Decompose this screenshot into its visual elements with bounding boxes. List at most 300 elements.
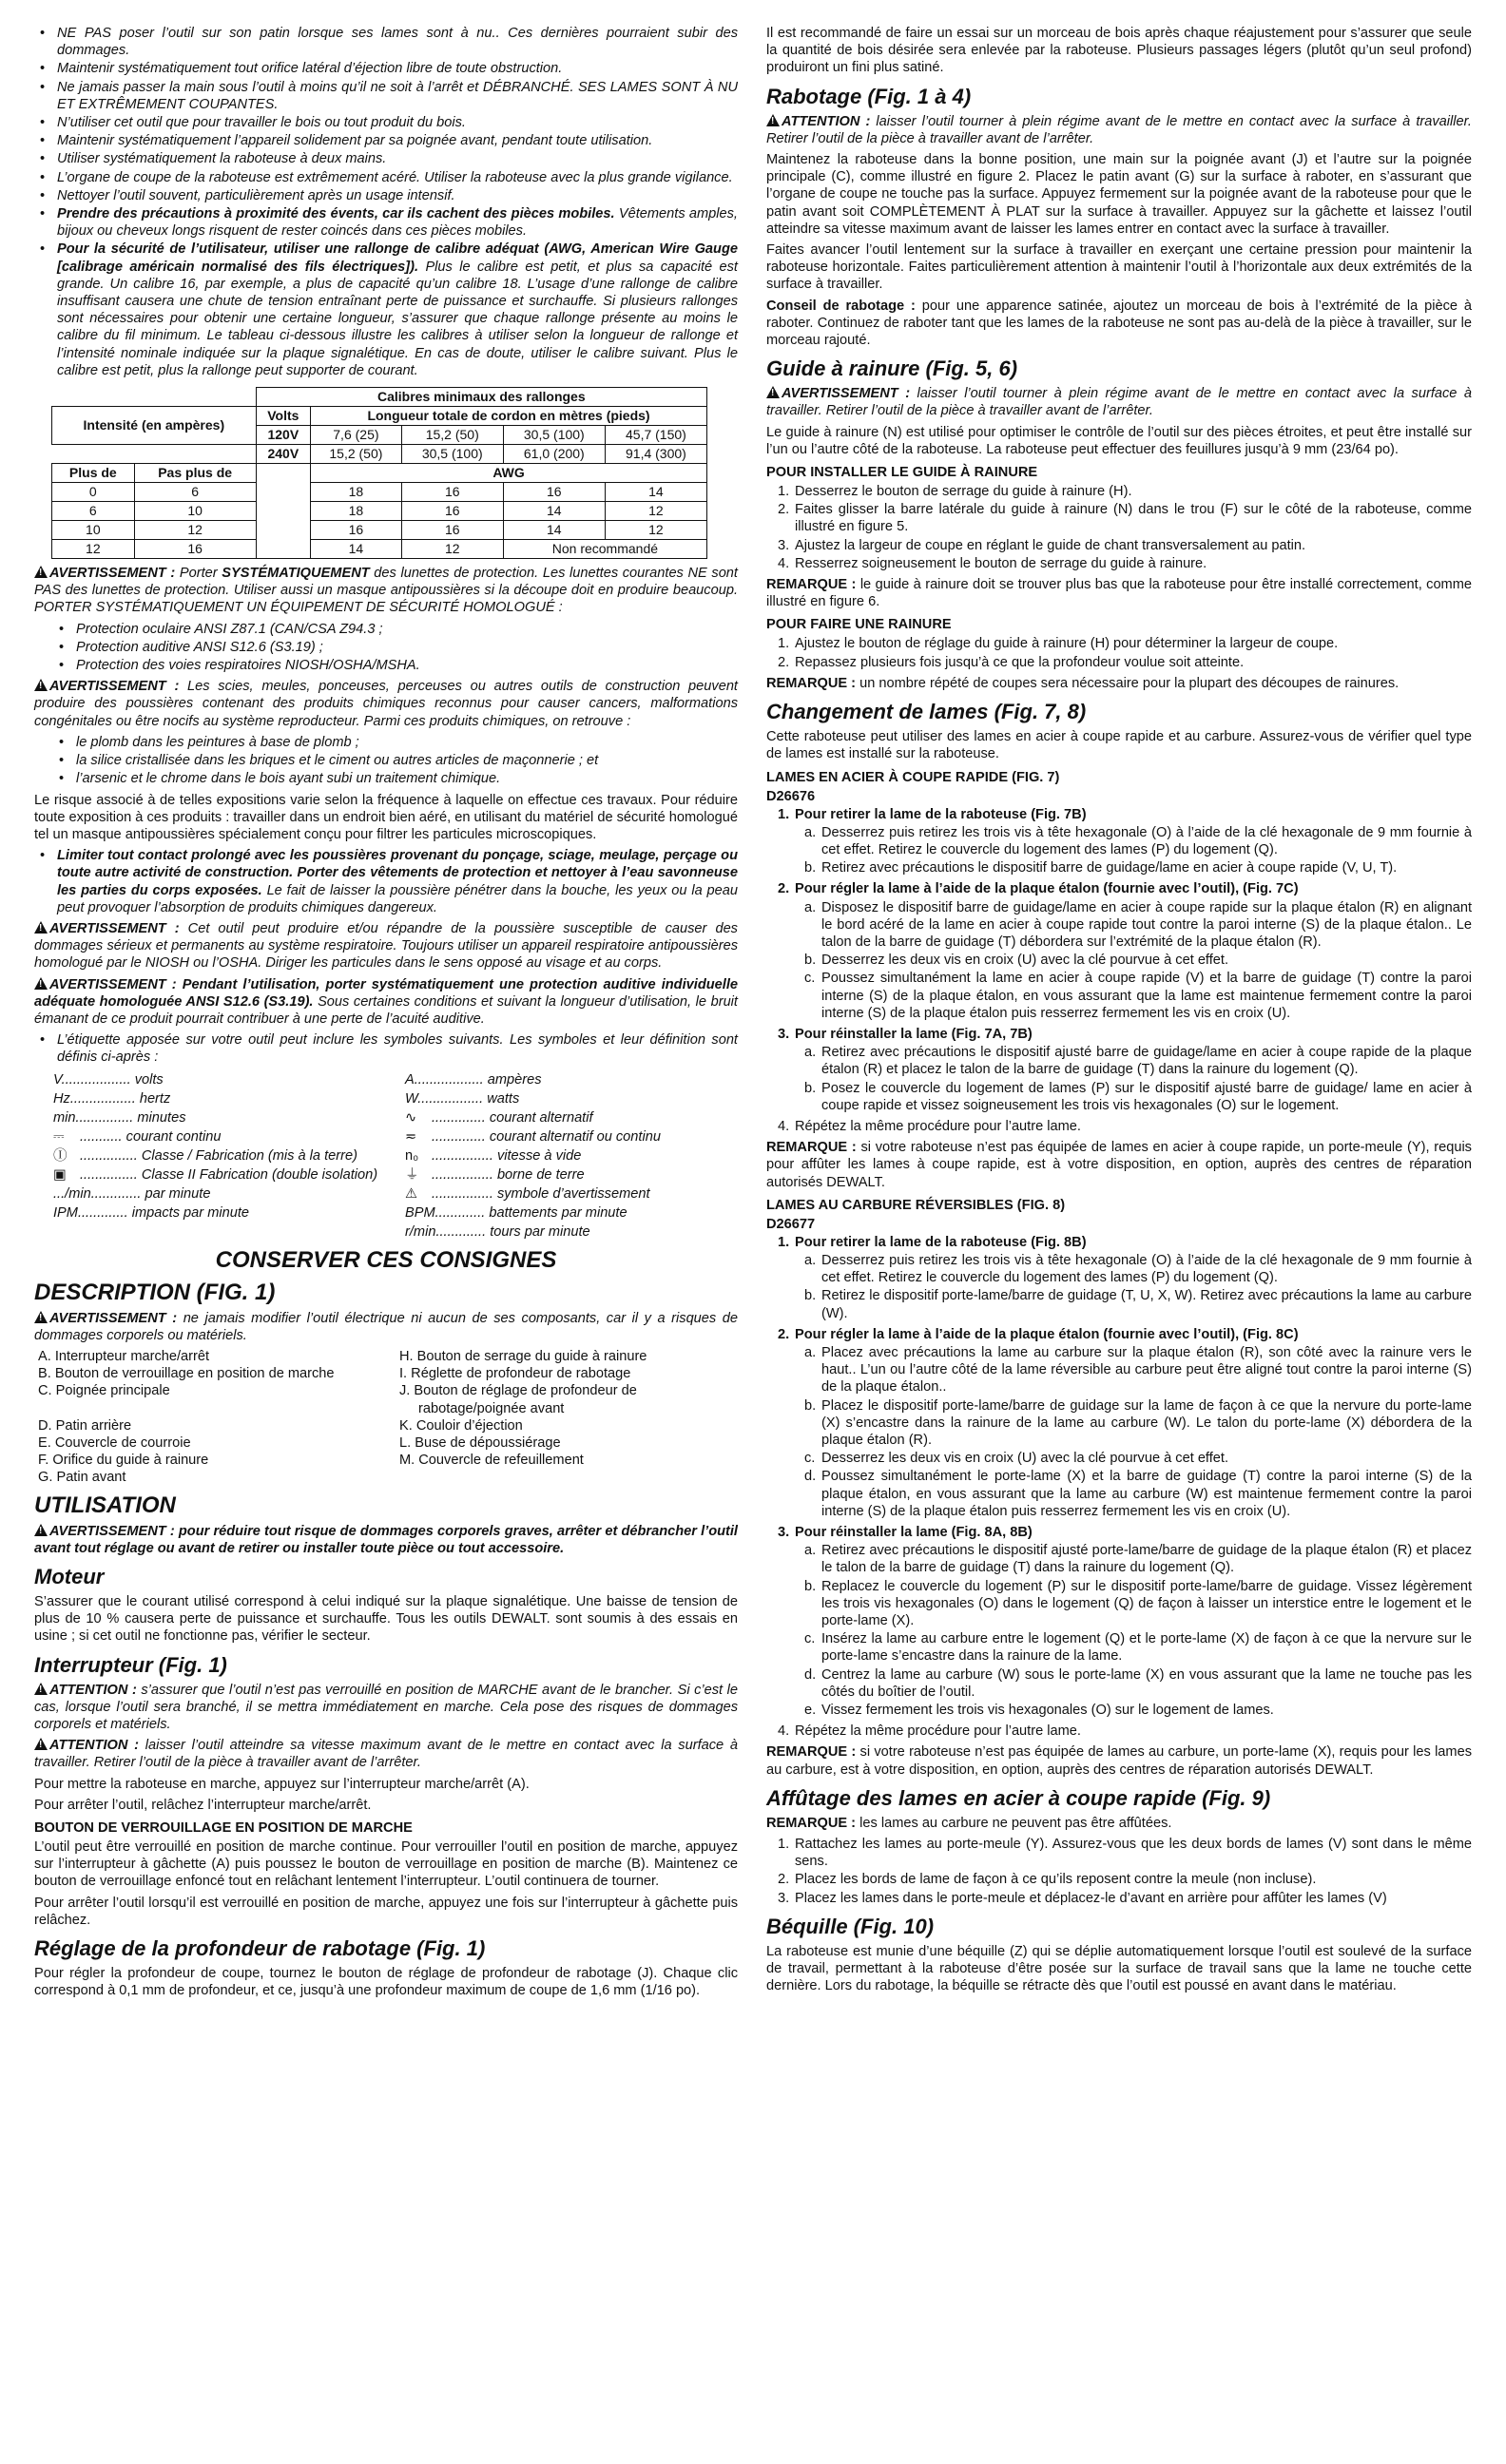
ac-icon: ∿	[405, 1109, 417, 1126]
earth-terminal-icon: ⏚	[405, 1166, 419, 1183]
sharpening-steps	[766, 1836, 1472, 1907]
step-text: Retirez avec précautions le dispositif barre de guidage/lame en acier à coupe rapide (V, U, T).	[821, 860, 1398, 876]
symbol: A	[405, 1071, 415, 1088]
warning-icon	[34, 1683, 48, 1695]
table-cell: 45,7 (150)	[605, 426, 706, 445]
step-text: Repassez plusieurs fois jusqu’à ce que la profondeur voulue soit atteinte.	[795, 654, 1245, 670]
carbide-step-2-items	[766, 1344, 1472, 1520]
symbol-entry: Ⓘ ............... Classe / Fabrication (mis à la terre)	[53, 1147, 357, 1164]
list-item: • L’organe de coupe de la raboteuse est extrêmement acéré. Utiliser la raboteuse avec la plus grande vigilance.	[34, 169, 738, 186]
table-cell: 16	[134, 540, 256, 559]
symbol-entry: ▣ ............... Classe II Fabrication (double isolation)	[53, 1166, 378, 1183]
table-cell: 16	[401, 521, 503, 540]
table-cell: 16	[503, 483, 605, 502]
warning-text: Porter	[179, 566, 218, 582]
symbol-entry: r/min............. tours par minute	[405, 1223, 590, 1240]
warning-icon: ⚠	[405, 1185, 418, 1202]
interrupteur-caution-1	[34, 1682, 738, 1734]
warning-icon	[34, 1311, 48, 1323]
remark-text: le guide à rainure doit se trouver plus bas que la raboteuse pour être installé correctement, comme illustré en figure 6.	[766, 577, 1472, 610]
list-item	[34, 847, 738, 916]
step-text: Répétez la même procédure pour l’autre lame.	[795, 1118, 1081, 1134]
install-guide-heading: POUR INSTALLER LE GUIDE À RAINURE	[766, 465, 1038, 481]
list-item	[34, 205, 738, 240]
step-title: Pour retirer la lame de la raboteuse (Fig. 8B)	[795, 1234, 1087, 1250]
symbol: .../min	[53, 1185, 91, 1202]
step-title: Pour régler la lame à l’aide de la plaque étalon (fournie avec l’outil), (Fig. 8C)	[795, 1326, 1299, 1342]
list-item: • Nettoyer l’outil souvent, particulièrement après un usage intensif.	[34, 187, 738, 204]
volts-240: 240V	[256, 445, 310, 464]
amps-label: Intensité (en ampères)	[52, 407, 257, 445]
warning-label: AVERTISSEMENT :	[49, 679, 180, 695]
limit-bold: Limiter tout contact prolongé avec les poussières provenant du ponçage, sciage, meulage, perçage ou toute autre activité de construction. Porter des vêtements de protection et nettoyer à l’eau savonneuse les parties du corps exposées.	[57, 848, 738, 898]
step-text: Poussez simultanément la lame en acier à coupe rapide (V) et la barre de guidage (T) contre la paroi interne (S) de la plaque étalon, en vous assurant que la lame est maintenue fermement contre la paroi interne (S) de la plaque étalon puis resserrez fermement les vis en croix (U).	[821, 971, 1472, 1021]
warning-label: AVERTISSEMENT :	[49, 976, 177, 992]
keep-instructions-heading: CONSERVER CES CONSIGNES	[215, 1246, 557, 1273]
list-item: 4. Resserrez soigneusement le bouton de serrage du guide à rainure.	[778, 555, 1207, 571]
vents-bold: Prendre des précautions à proximité des évents, car ils cachent des pièces mobiles.	[57, 206, 615, 222]
caution-label: ATTENTION :	[49, 1682, 137, 1698]
symbol-entry: .../min............. par minute	[53, 1185, 211, 1202]
symbol-entry: W................. watts	[405, 1090, 520, 1107]
lock-on-text-2: Pour arrêter l’outil lorsqu’il est verrouillé en position de marche, appuyez une fois sur l’interrupteur à gâchette puis relâchez.	[34, 1895, 738, 1928]
step-text: Faites glisser la barre latérale du guide à rainure (N) dans le trou (F) sur le côté de la raboteuse, comme illustré en figure 5.	[795, 502, 1472, 535]
lock-on-text-1: L’outil peut être verrouillé en position de marche continue. Pour verrouiller l’outil en position de marche, appuyez sur l’interrupteur à gâchette (A) puis poussez le bouton de verrouillage en position de marche (B). Maintenez ce bouton de verrouillage enfoncé tout en relâchant lentement l’interrupteur. L’outil continuera de tourner.	[34, 1839, 738, 1890]
table-row	[52, 483, 707, 502]
list-item: A. Interrupteur marche/arrêt	[38, 1348, 210, 1364]
list-item: c. Poussez simultanément la lame en acier à coupe rapide (V) et la barre de guidage (T) contre la paroi interne (S) de la plaque étalon, en vous assurant que la lame est maintenue fermement contre la paroi interne (S) de la plaque étalon puis resserrez fermement les vis en croix (U).	[804, 971, 1472, 1021]
step-text: Replacez le couvercle du logement (P) sur le dispositif porte-lame/barre de guidage. Vissez légèrement les trois vis hexagonales (O) dans le logement (Q) de façon à laisser un interstice entre le logement et le porte-lame (X).	[821, 1578, 1472, 1629]
warning-icon	[766, 114, 780, 126]
symbol-entry: ⎓ ........... courant continu	[53, 1128, 222, 1145]
warning-hearing	[34, 976, 738, 1029]
class-ii-icon: ▣	[53, 1166, 67, 1183]
symbol: IPM	[53, 1204, 78, 1221]
ac-dc-icon: ≂	[405, 1128, 417, 1145]
table-cell: Non recommandé	[503, 540, 706, 559]
install-steps	[766, 483, 1472, 572]
step-text: Centrez la lame au carbure (W) sous le porte-lame (X) en vous assurant que la lame ne touche pas les côtés du boîtier de l’outil.	[821, 1666, 1472, 1700]
table-cell: 18	[311, 502, 402, 521]
list-item: a. Desserrez puis retirez les trois vis à tête hexagonale (O) à l’aide de la clé hexagonale de 9 mm fournie à cet effet. Retirez le couvercle du logement des lames (P) du logement (Q).	[804, 824, 1472, 857]
symbol-entry: ⏚ ................ borne de terre	[405, 1166, 585, 1183]
warning-icon	[34, 921, 48, 934]
table-cell: 12	[52, 540, 135, 559]
list-item: b. Placez le dispositif porte-lame/barre de guidage sur la lame de façon à ce que la nervure du porte-lame (X) s’encastre dans la rainure de la lame au carbure (W). Le talon du porte-lame (X) débordera de la plaque étalon (R).	[804, 1397, 1472, 1448]
volts-label: Volts	[256, 407, 310, 426]
symbols-grid	[53, 1070, 738, 1242]
caution-text: laisser l’outil tourner à plein régime avant de le mettre en contact avec la surface à travailler. Retirer l’outil de la pièce à travailler avant de l’arrêter.	[766, 113, 1472, 146]
warning-icon	[34, 1524, 48, 1536]
step-text: Poussez simultanément le porte-lame (X) et la barre de guidage (T) contre la paroi interne (S) de la plaque étalon, en vous assurant que la lame au carbure (W) est maintenue fermement contre la paroi interne (S) de la plaque étalon puis resserrez fermement les vis en croix (U).	[821, 1469, 1472, 1519]
carbide-step-3: 3. Pour réinstaller la lame (Fig. 8A, 8B)	[778, 1525, 1033, 1541]
list-item: J. Bouton de réglage de profondeur de rabotage/poignée avant	[399, 1383, 637, 1416]
table-row	[52, 540, 707, 559]
groove-remark	[766, 675, 1472, 692]
symbol-definition: impacts par minute	[131, 1204, 250, 1221]
caution-text: s’assurer que l’outil n’est pas verrouillé en position de MARCHE avant de le brancher. Si c’est le cas, lorsque l’outil sera branché, il se mettra immédiatement en marche. Cela pose des risques de dommages corporels et matériels.	[34, 1682, 738, 1732]
list-item: 4. Répétez la même procédure pour l’autre lame.	[778, 1118, 1081, 1134]
hss-step-3: 3. Pour réinstaller la lame (Fig. 7A, 7B)	[778, 1026, 1033, 1042]
ppe-list	[34, 621, 738, 675]
symbol-definition: courant alternatif	[489, 1109, 593, 1126]
list-item: E. Couvercle de courroie	[38, 1434, 191, 1451]
remark-label: REMARQUE :	[766, 1744, 857, 1761]
symbol-entry: ∿ .............. courant alternatif	[405, 1109, 593, 1126]
symbol-definition: courant continu	[126, 1128, 222, 1145]
list-item: a. Disposez le dispositif barre de guidage/lame en acier à coupe rapide sur la plaque étalon (R) en alignant le bord acéré de la lame en acier à coupe rapide tout contre la paroi interne (S) de la plaque étalon.. Le talon de la barre de guidage (T) débordera sur l’extrémité de la plaque étalon (R).	[804, 899, 1472, 950]
list-item: C. Poignée principale	[38, 1383, 170, 1399]
warning-icon	[34, 977, 48, 990]
list-item: F. Orifice du guide à rainure	[38, 1453, 209, 1469]
symbol-definition: courant alternatif ou continu	[489, 1128, 661, 1145]
hss-step-2: 2. Pour régler la lame à l’aide de la plaque étalon (fournie avec l’outil), (Fig. 7C)	[778, 881, 1299, 897]
chemicals-list	[34, 734, 738, 788]
guide-warning	[766, 385, 1472, 419]
step-text: Placez avec précautions la lame au carbure sur la plaque étalon (R), son côté avec la rainure vers le haut.. L’un ou l’autre côté de la lame réversible au carbure peut être aligné tout contre la paroi interne (S) de la plaque étalon..	[821, 1344, 1472, 1396]
list-item: G. Patin avant	[38, 1470, 126, 1486]
symbol-entry: BPM............. battements par minute	[405, 1204, 628, 1221]
list-item: I. Réglette de profondeur de rabotage	[399, 1366, 631, 1382]
symbol-definition: watts	[487, 1090, 520, 1107]
symbol-definition: Classe / Fabrication (mis à la terre)	[141, 1147, 357, 1164]
symbol: BPM	[405, 1204, 435, 1221]
list-item: • L’étiquette apposée sur votre outil peut inclure les symboles suivants. Les symboles et leur définition sont définis ci-après :	[34, 1031, 738, 1066]
utilisation-warning	[34, 1523, 738, 1557]
interrupteur-off: Pour arrêter l’outil, relâchez l’interrupteur marche/arrêt.	[34, 1797, 372, 1813]
sharpening-heading: Affûtage des lames en acier à coupe rapide (Fig. 9)	[766, 1785, 1271, 1810]
warning-text: ne jamais modifier l’outil électrique ni aucun de ses composants, car il y a risques de dommages corporels ou matériels.	[34, 1310, 738, 1343]
symbol: min	[53, 1109, 76, 1126]
rabotage-text-2: Faites avancer l’outil lentement sur la surface à travailler en exerçant une certaine pression pour maintenir la raboteuse horizontale. Faites particulièrement attention à maintenir l’outil à l’horizontale aux deux extrémités de la surface à travailler.	[766, 242, 1472, 293]
warning-glasses	[34, 565, 738, 617]
symbol-entry: ⚠ ................ symbole d’avertissement	[405, 1185, 650, 1202]
list-item: 3. Placez les lames dans le porte-meule et déplacez-le d’avant en arrière pour affûter les lames (V)	[778, 1890, 1387, 1906]
step-text: Desserrez puis retirez les trois vis à tête hexagonale (O) à l’aide de la clé hexagonale de 9 mm fournie à cet effet. Retirez le couvercle du logement des lames (P) du logement (Q).	[821, 1252, 1472, 1286]
guide-heading: Guide à rainure (Fig. 5, 6)	[766, 356, 1018, 381]
list-item: b. Retirez le dispositif porte-lame/barre de guidage (T, U, X, W). Retirez avec précautions la lame au carbure (W).	[804, 1288, 1472, 1321]
cord-bold: Pour la sécurité de l’utilisateur, utiliser une rallonge de calibre adéquat (AWG, American Wire Gauge [calibrage américain normalisé des fils électriques]).	[57, 241, 738, 275]
table-cell: 6	[134, 483, 256, 502]
remark-text: si votre raboteuse n’est pas équipée de lames en acier à coupe rapide, un porte-meule (Y), requis pour affûter les lames à coupe rapide, est à votre disposition, en option, auprès des centres de réparation autorisés DEWALT.	[766, 1140, 1472, 1190]
step-text: Ajustez la largeur de coupe en réglant le guide de chant transversalement au patin.	[795, 537, 1306, 553]
symbol: W	[405, 1090, 418, 1107]
rabotage-text-1: Maintenez la raboteuse dans la bonne position, une main sur la poignée avant (J) et l’autre sur la poignée principale (C), comme illustré en figure 2. Placez le patin avant (G) sur la surface à raboter, en s’assurant que l’organe de coupe ne touche pas la surface. Appuyez fermement sur la poignée avant de la raboteuse pour que le patin avant soit COMPLÈTEMENT À PLAT sur la surface à travailler. Appuyez sur la gâchette et laissez l’outil atteindre sa vitesse maximum avant de laisser les lames entrer en contact avec la surface à travailler.	[766, 152, 1472, 237]
step-text: Placez les bords de lame de façon à ce qu’ils reposent contre la meule (non incluse).	[795, 1872, 1317, 1888]
table-row	[52, 521, 707, 540]
table-cell: 61,0 (200)	[503, 445, 605, 464]
list-item: H. Bouton de serrage du guide à rainure	[399, 1348, 647, 1364]
remark-text: si votre raboteuse n’est pas équipée de lames au carbure, un porte-lame (X), requis pour les lames au carbure, est à votre disposition, en option, auprès des centres de réparation autorisés DEWALT.	[766, 1744, 1472, 1778]
carbide-step-1-items	[766, 1252, 1472, 1322]
table-cell: 10	[52, 521, 135, 540]
table-cell: 12	[401, 540, 503, 559]
list-item: • N’utiliser cet outil que pour travailler le bois ou tout produit du bois.	[34, 114, 738, 131]
list-item: 2. Faites glisser la barre latérale du guide à rainure (N) dans le trou (F) sur le côté de la raboteuse, comme illustré en figure 5.	[778, 502, 1472, 535]
cord-text: Plus le calibre est petit, et plus sa capacité est grande. Un calibre 16, par exemple, a plus de capacité qu’un calibre 18. L’usage d’une rallonge de calibre insuffisant causera une chute de tension entraînant perte de puissance et surchauffe. Si plusieurs rallonges sont nécessaires pour obtenir une certaine longueur, s’assurer que chaque rallonge présente au moins le calibre du fil minimum. Le tableau ci-dessous illustre les calibres à utiliser selon la longueur de rallonge et l’intensité nominale indiquée sur la plaque signalétique. En cas de doute, utiliser le calibre suivant. Plus le calibre est petit, plus la rallonge peut supporter de courant.	[57, 259, 738, 378]
step-text: Retirez le dispositif porte-lame/barre de guidage (T, U, X, W). Retirez avec précautions la lame au carbure (W).	[821, 1288, 1472, 1321]
symbol-definition: tours par minute	[490, 1223, 590, 1240]
hss-remark	[766, 1139, 1472, 1191]
warning-label: AVERTISSEMENT :	[782, 386, 911, 402]
table-cell: 12	[605, 502, 706, 521]
table-cell: 14	[311, 540, 402, 559]
interrupteur-on: Pour mettre la raboteuse en marche, appuyez sur l’interrupteur marche/arrêt (A).	[34, 1776, 530, 1792]
table-cell: 30,5 (100)	[401, 445, 503, 464]
table-cell: 0	[52, 483, 135, 502]
symbol-entry: IPM............. impacts par minute	[53, 1204, 250, 1221]
interrupteur-caution-2	[34, 1737, 738, 1771]
table-title: Calibres minimaux des rallonges	[256, 388, 706, 407]
warning-text: laisser l’outil tourner à plein régime avant de le mettre en contact avec la surface à travailler. Retirer l’outil de la pièce à travailler avant de l’arrêter.	[766, 386, 1472, 419]
table-cell: 15,2 (50)	[311, 445, 402, 464]
symbol-entry: Hz................. hertz	[53, 1090, 171, 1107]
step-text: Placez les lames dans le porte-meule et déplacez-le d’avant en arrière pour affûter les lames (V)	[795, 1890, 1387, 1906]
list-item: • l’arsenic et le chrome dans le bois ayant subi un traitement chimique.	[34, 770, 738, 787]
limit-list	[34, 847, 738, 916]
rabotage-heading: Rabotage (Fig. 1 à 4)	[766, 84, 972, 108]
test-cut-paragraph: Il est recommandé de faire un essai sur un morceau de bois après chaque réajustement pour s’assurer que seule la quantité de bois désirée sera enlevée par la raboteuse. Plusieurs passages légers (plutôt qu’un seul profond) produiront un fini plus satiné.	[766, 26, 1472, 76]
no-load-speed-icon: n₀	[405, 1147, 419, 1164]
symbol-definition: vitesse à vide	[496, 1147, 582, 1164]
table-cell: 16	[401, 483, 503, 502]
warning-text: pour réduire tout risque de dommages corporels graves, arrêter et débrancher l’outil avant tout réglage ou avant de retirer ou installer toute pièce ou tout accessoire.	[34, 1523, 738, 1556]
list-item: a. Retirez avec précautions le dispositif ajusté porte-lame/barre de guidage de la plaque étalon (R) et placez le talon de la barre de guidage (T) dans la rainure du logement (Q).	[804, 1543, 1472, 1576]
tip-text: pour une apparence satinée, ajoutez un morceau de bois à l’extrémité de la pièce à raboter. Continuez de raboter tant que les lames de la raboteuse ne sont pas au-delà de la pièce à travailler, sur le morceau rajouté.	[766, 298, 1472, 349]
remark-label: REMARQUE :	[766, 1140, 857, 1156]
symbol-definition: Classe II Fabrication (double isolation)	[141, 1166, 378, 1183]
list-item: d. Poussez simultanément le porte-lame (X) et la barre de guidage (T) contre la paroi interne (S) de la plaque étalon, en vous assurant que la lame au carbure (W) est maintenue fermement contre la paroi interne (S) de la plaque étalon puis resserrez fermement les vis en croix (U).	[804, 1469, 1472, 1519]
symbol-definition: hertz	[139, 1090, 171, 1107]
step-text: Ajustez le bouton de réglage du guide à rainure (H) pour déterminer la largeur de coupe.	[795, 636, 1339, 652]
list-item: a. Retirez avec précautions le dispositif ajusté barre de guidage/lame en acier à coupe rapide de la plaque étalon (R) et placez le talon de la barre de guidage (T) dans la rainure du logement (Q).	[804, 1045, 1472, 1078]
list-item: a. Desserrez puis retirez les trois vis à tête hexagonale (O) à l’aide de la clé hexagonale de 9 mm fournie à cet effet. Retirez le couvercle du logement des lames (P) du logement (Q).	[804, 1252, 1472, 1286]
hss-step-1: 1. Pour retirer la lame de la raboteuse (Fig. 7B)	[778, 806, 1087, 822]
vents-text: Vêtements amples, bijoux ou cheveux longs risquent de rester coincés dans ces pièces mobiles.	[57, 206, 738, 240]
interrupteur-heading: Interrupteur (Fig. 1)	[34, 1652, 227, 1677]
list-item: • Maintenir systématiquement tout orifice latéral d’éjection libre de toute obstruction.	[34, 60, 738, 77]
depth-text: Pour régler la profondeur de coupe, tournez le bouton de réglage de profondeur de rabotage (J). Chaque clic correspond à 0,1 mm de profondeur, et ce, jusqu’à une profondeur maximum de coupe de 1,6 mm (1/16 po).	[34, 1966, 738, 1999]
step-title: Pour régler la lame à l’aide de la plaque étalon (fournie avec l’outil), (Fig. 7C)	[795, 881, 1299, 897]
carbide-blades-heading: LAMES AU CARBURE RÉVERSIBLES (FIG. 8)	[766, 1197, 1066, 1213]
step-title: Pour retirer la lame de la raboteuse (Fig. 7B)	[795, 806, 1087, 822]
list-item: • NE PAS poser l’outil sur son patin lorsque ses lames sont à nu.. Ces dernières pourraient subir des dommages.	[34, 25, 738, 59]
step-text: Desserrez puis retirez les trois vis à tête hexagonale (O) à l’aide de la clé hexagonale de 9 mm fournie à cet effet. Retirez le couvercle du logement des lames (P) du logement (Q).	[821, 824, 1472, 857]
step-text: Retirez avec précautions le dispositif ajusté porte-lame/barre de guidage de la plaque étalon (R) et placez le talon de la barre de guidage (T) dans la rainure du logement (Q).	[821, 1543, 1472, 1576]
list-item: • Maintenir systématiquement l’appareil solidement par sa poignée avant, pendant toute utilisation.	[34, 132, 738, 149]
caution-text: laisser l’outil atteindre sa vitesse maximum avant de le mettre en contact avec la surface à travailler. Retirer l’outil de la pièce à travailler avant de l’arrêter.	[34, 1738, 738, 1771]
hss-step-1-items	[766, 824, 1472, 877]
step-title: Pour réinstaller la lame (Fig. 7A, 7B)	[795, 1026, 1033, 1042]
limit-text: Le fait de laisser la poussière pénétrer dans la bouche, les yeux ou la peau peut provoquer l’absorption de produits chimiques dangereux.	[57, 882, 739, 915]
rabotage-caution	[766, 113, 1472, 147]
symbol-entry: min............... minutes	[53, 1109, 186, 1126]
warning-icon	[766, 386, 780, 398]
list-item: b. Desserrez les deux vis en croix (U) avec la clé pourvue à cet effet.	[804, 953, 1229, 969]
table-cell: 91,4 (300)	[605, 445, 706, 464]
list-item: • Protection auditive ANSI S12.6 (S3.19) ;	[34, 639, 738, 656]
list-item: 1. Desserrez le bouton de serrage du guide à rainure (H).	[778, 484, 1132, 500]
step-text: Vissez fermement les trois vis hexagonales (O) sur le logement de lames.	[821, 1703, 1274, 1719]
carbide-model: D26677	[766, 1216, 816, 1232]
warning-label: AVERTISSEMENT :	[49, 1523, 175, 1539]
caution-label: ATTENTION :	[49, 1738, 140, 1754]
class-i-icon: Ⓘ	[53, 1147, 68, 1164]
list-item: a. Placez avec précautions la lame au carbure sur la plaque étalon (R), son côté avec la rainure vers le haut.. L’un ou l’autre côté de la lame réversible au carbure peut être aligné tout contre la paroi interne (S) de la plaque étalon..	[804, 1344, 1472, 1396]
warning-label: AVERTISSEMENT :	[49, 1310, 178, 1326]
list-item: e. Vissez fermement les trois vis hexagonales (O) sur le logement de lames.	[804, 1703, 1274, 1719]
remark-label: REMARQUE :	[766, 1815, 857, 1831]
warning-label: AVERTISSEMENT :	[49, 566, 176, 582]
warning-text: Cet outil peut produire et/ou répandre de la poussière susceptible de causer des dommages sérieux et permanents au système respiratoire. Toujours utiliser un appareil respiratoire antipoussières homologué par le NIOSH ou l’OSHA. Diriger les particules dans le sens opposé au visage et au corps.	[34, 920, 738, 972]
volts-120: 120V	[256, 426, 310, 445]
table-cell: 7,6 (25)	[311, 426, 402, 445]
symbol: r/min	[405, 1223, 436, 1240]
step-text: Rattachez les lames au porte-meule (Y). Assurez-vous que les deux bords de lames (V) sont dans le même sens.	[795, 1837, 1472, 1870]
carbide-step-3-items	[766, 1542, 1472, 1719]
warning-dust	[34, 678, 738, 730]
hss-step-4	[766, 1118, 1472, 1135]
list-item: • le plomb dans les peintures à base de plomb ;	[34, 734, 738, 751]
step-title: Pour réinstaller la lame (Fig. 8A, 8B)	[795, 1525, 1033, 1541]
list-item: • la silice cristallisée dans les briques et le ciment ou autres articles de maçonnerie ; et	[34, 752, 738, 769]
safety-bullets	[34, 25, 738, 379]
guide-description: Le guide à rainure (N) est utilisé pour optimiser le contrôle de l’outil sur des pièces étroites, et peut être installé sur l’un ou l’autre côté de la raboteuse. La raboteuse peut effectuer des feuillures jusqu’à 9 mm (23/64 po).	[766, 424, 1472, 457]
lock-on-heading: BOUTON DE VERROUILLAGE EN POSITION DE MARCHE	[34, 1820, 413, 1837]
install-remark	[766, 576, 1472, 610]
extension-cord-table	[51, 387, 707, 559]
hss-blades-heading: LAMES EN ACIER À COUPE RAPIDE (FIG. 7)	[766, 769, 1060, 785]
symbol-entry: ≂ .............. courant alternatif ou continu	[405, 1128, 661, 1145]
list-item: b. Retirez avec précautions le dispositif barre de guidage/lame en acier à coupe rapide (V, U, T).	[804, 860, 1398, 876]
table-cell: 18	[311, 483, 402, 502]
list-item: • Protection oculaire ANSI Z87.1 (CAN/CSA Z94.3 ;	[34, 621, 738, 638]
step-text: Insérez la lame au carbure entre le logement (Q) et le porte-lame (X) de façon à ce que la nervure sur le porte-lame s’encastre dans la rainure de la lame.	[821, 1631, 1472, 1665]
awg-label: AWG	[311, 464, 707, 483]
table-cell: 16	[401, 502, 503, 521]
list-item: 4. Répétez la même procédure pour l’autre lame.	[778, 1723, 1081, 1740]
symbol-definition: minutes	[137, 1109, 186, 1126]
table-cell: 15,2 (50)	[401, 426, 503, 445]
step-text: Placez le dispositif porte-lame/barre de guidage sur la lame de façon à ce que la nervure du porte-lame (X) s’encastre dans la rainure de la lame au carbure (W). Le talon du porte-lame (X) débordera de la plaque étalon (R).	[821, 1397, 1472, 1448]
right-column	[766, 25, 1472, 1998]
list-item: 2. Repassez plusieurs fois jusqu’à ce que la profondeur voulue soit atteinte.	[778, 654, 1245, 670]
list-item: L. Buse de dépoussiérage	[399, 1434, 561, 1451]
parts-list	[34, 1348, 738, 1487]
rabotage-tip	[766, 298, 1472, 350]
step-text: Posez le couvercle du logement de lames (P) sur le dispositif ajusté barre de guidage/ lame en acier à coupe rapide et vissez soigneusement les trois vis hexagonales (O) sur le logement.	[821, 1080, 1472, 1113]
table-cell: 10	[134, 502, 256, 521]
carbide-remark	[766, 1743, 1472, 1778]
list-item: 3. Ajustez la largeur de coupe en réglant le guide de chant transversalement au patin.	[778, 537, 1306, 553]
list-item: d. Centrez la lame au carbure (W) sous le porte-lame (X) en vous assurant que la lame ne touche pas les côtés du boîtier de l’outil.	[804, 1666, 1472, 1700]
not-more-label: Pas plus de	[134, 464, 256, 483]
remark-text: un nombre répété de coupes sera nécessaire pour la plupart des découpes de rainures.	[859, 675, 1400, 691]
hss-step-2-items	[766, 899, 1472, 1022]
sharpening-remark	[766, 1815, 1472, 1832]
table-cell: 14	[503, 521, 605, 540]
bequille-heading: Béquille (Fig. 10)	[766, 1914, 935, 1938]
label-list	[34, 1031, 738, 1066]
list-item: B. Bouton de verrouillage en position de marche	[38, 1366, 335, 1382]
tip-label: Conseil de rabotage :	[766, 298, 916, 314]
symbol-entry: A.................. ampères	[405, 1071, 542, 1088]
description-warning	[34, 1310, 738, 1344]
list-item: b. Posez le couvercle du logement de lames (P) sur le dispositif ajusté barre de guidage/ lame en acier à coupe rapide et vissez soigneusement les trois vis hexagonales (O) sur le logement.	[804, 1080, 1472, 1113]
length-label: Longueur totale de cordon en mètres (pieds)	[311, 407, 707, 426]
remark-text: les lames au carbure ne peuvent pas être affûtées.	[859, 1815, 1172, 1831]
table-cell: 16	[311, 521, 402, 540]
moteur-heading: Moteur	[34, 1564, 105, 1588]
blade-change-heading: Changement de lames (Fig. 7, 8)	[766, 700, 1087, 724]
left-column	[34, 25, 738, 2003]
warning-bold: SYSTÉMATIQUEMENT	[222, 566, 370, 582]
risk-paragraph: Le risque associé à de telles expositions varie selon la fréquence à laquelle on effectue ces travaux. Pour réduire toute exposition à ces produits : travailler dans un endroit bien aéré, en utilisant du matériel de sécurité homologué tel un masque antipoussières spécialement conçu pour filtrer les particules microscopiques.	[34, 792, 738, 842]
list-item: D. Patin arrière	[38, 1417, 132, 1434]
remark-label: REMARQUE :	[766, 577, 857, 593]
list-item: b. Replacez le couvercle du logement (P) sur le dispositif porte-lame/barre de guidage. Vissez légèrement les trois vis hexagonales (O) dans le logement (Q) de façon à laisser un interstice entre le logement et le porte-lame (X).	[804, 1578, 1472, 1629]
table-cell: 14	[605, 483, 706, 502]
symbol-definition: symbole d’avertissement	[496, 1185, 650, 1202]
carbide-step-4	[766, 1723, 1472, 1740]
warning-text: Sous certaines conditions et suivant la longueur d’utilisation, le bruit émanant de ce produit pourrait contribuer à une perte de l’acuité auditive.	[34, 993, 738, 1027]
symbol-definition: borne de terre	[496, 1166, 585, 1183]
table-cell: 14	[503, 502, 605, 521]
warning-bold: Pendant l’utilisation, porter systématiquement une protection auditive individuelle adéquate homologuée ANSI S12.6 (S3.19).	[34, 976, 738, 1010]
step-text: Desserrez les deux vis en croix (U) avec la clé pourvue à cet effet.	[821, 953, 1229, 969]
list-item: 1. Rattachez les lames au porte-meule (Y). Assurez-vous que les deux bords de lames (V) sont dans le même sens.	[778, 1837, 1472, 1870]
symbol-definition: volts	[134, 1071, 164, 1088]
remark-label: REMARQUE :	[766, 675, 857, 691]
step-text: Retirez avec précautions le dispositif ajusté barre de guidage/lame en acier à coupe rapide de la plaque étalon (R) et placez le talon de la barre de guidage (T) dans la rainure du logement (Q).	[821, 1045, 1472, 1078]
table-cell: 12	[605, 521, 706, 540]
table-cell: 30,5 (100)	[503, 426, 605, 445]
symbol-entry: V.................. volts	[53, 1071, 164, 1088]
list-item: • Ne jamais passer la main sous l’outil à moins qu’il ne soit à l’arrêt et DÉBRANCHÉ. SES LAMES SONT À NU ET EXTRÊMEMENT COUPANTES.	[34, 79, 738, 113]
warning-label: AVERTISSEMENT :	[49, 920, 180, 936]
hss-model: D26676	[766, 788, 816, 804]
symbol-definition: par minute	[145, 1185, 211, 1202]
list-item: K. Couloir d’éjection	[399, 1417, 523, 1434]
table-row	[52, 502, 707, 521]
depth-heading: Réglage de la profondeur de rabotage (Fig. 1)	[34, 1936, 486, 1961]
list-item: • Utiliser systématiquement la raboteuse à deux mains.	[34, 150, 738, 167]
utilisation-heading: UTILISATION	[34, 1492, 176, 1518]
bequille-text: La raboteuse est munie d’une béquille (Z) qui se déplie automatiquement lorsque l’outil est soulevé de la surface de travail, permettant à la raboteuse d’être posée sur la surface de travail sans que la lame ne touche cette dernière. Lors du rabotage, la béquille se rétracte dès que l’outil est poussé en avant dans le matériau.	[766, 1943, 1472, 1994]
groove-steps	[766, 635, 1472, 670]
moteur-text: S’assurer que le courant utilisé correspond à celui indiqué sur la plaque signalétique. Une baisse de tension de plus de 10 % causera perte de puissance et surchauffe. Tous les outils DEWALT. sont soumis à des essais en usine ; si cet outil ne fonctionne pas, vérifier le secteur.	[34, 1593, 738, 1645]
step-text: Disposez le dispositif barre de guidage/lame en acier à coupe rapide sur la plaque étalon (R) en alignant le bord acéré de la lame en acier à coupe rapide tout contre la paroi interne (S) de la plaque étalon.. Le talon de la barre de guidage (T) débordera sur l’extrémité de la plaque étalon (R).	[821, 899, 1472, 950]
step-text: Desserrez les deux vis en croix (U) avec la clé pourvue à cet effet.	[821, 1451, 1229, 1467]
step-text: Répétez la même procédure pour l’autre lame.	[795, 1723, 1081, 1740]
list-item: 2. Placez les bords de lame de façon à ce qu’ils reposent contre la meule (non incluse).	[778, 1872, 1317, 1888]
symbol: Hz	[53, 1090, 70, 1107]
warning-icon	[34, 566, 48, 578]
symbol: V	[53, 1071, 62, 1088]
warning-respiratory	[34, 920, 738, 972]
warning-icon	[34, 1738, 48, 1750]
carbide-step-1: 1. Pour retirer la lame de la raboteuse (Fig. 8B)	[778, 1234, 1087, 1250]
list-item: c. Desserrez les deux vis en croix (U) avec la clé pourvue à cet effet.	[804, 1451, 1229, 1467]
warning-icon	[34, 679, 48, 691]
list-item: 1. Ajustez le bouton de réglage du guide à rainure (H) pour déterminer la largeur de coupe.	[778, 636, 1339, 652]
caution-label: ATTENTION :	[782, 113, 871, 129]
list-item	[34, 241, 738, 379]
blade-change-intro: Cette raboteuse peut utiliser des lames en acier à coupe rapide et au carbure. Assurez-vous de vérifier quel type de lames est installé sur la raboteuse.	[766, 729, 1472, 762]
list-item: • Protection des voies respiratoires NIOSH/OSHA/MSHA.	[34, 657, 738, 674]
symbol-entry: n₀ ................ vitesse à vide	[405, 1147, 582, 1164]
more-than-label: Plus de	[52, 464, 135, 483]
